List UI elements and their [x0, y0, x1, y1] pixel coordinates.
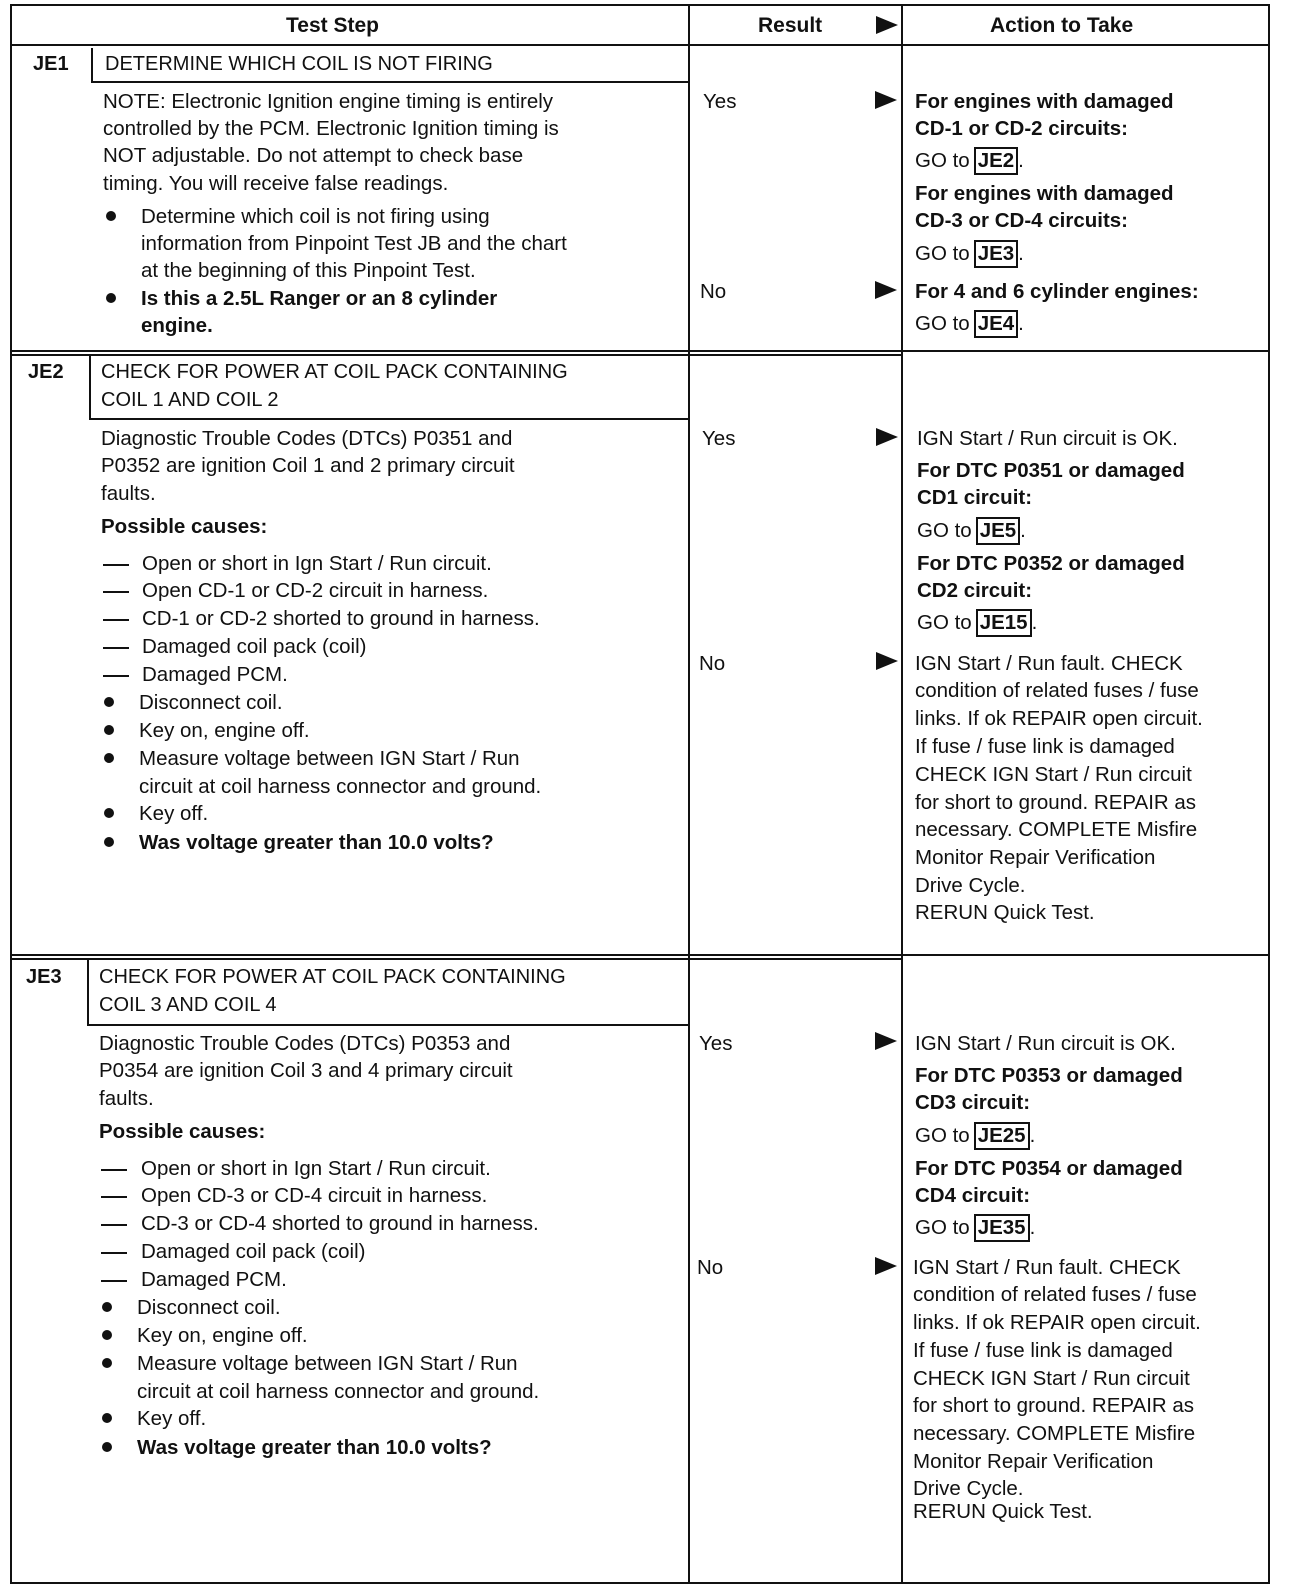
action-heading: For 4 and 6 cylinder engines: [915, 280, 1199, 303]
step-text: Key off. [139, 802, 209, 825]
step-title: CHECK FOR POWER AT COIL PACK CONTAINING [101, 361, 568, 383]
intro-line: P0352 are ignition Coil 1 and 2 primary circuit [101, 454, 515, 477]
header-action: Action to Take [990, 14, 1134, 37]
result-no: No [697, 1256, 724, 1279]
step-question: Is this a 2.5L Ranger or an 8 cylinder [141, 287, 498, 310]
col-divider-id [91, 48, 93, 82]
je1-title-rule [91, 81, 688, 83]
step-text: Disconnect coil. [139, 691, 283, 714]
goto-text: GO to [917, 611, 972, 634]
col-divider-id [87, 960, 89, 1026]
col-divider-id [89, 356, 91, 420]
action-text: for short to ground. REPAIR as [915, 791, 1197, 814]
step-text: Measure voltage between IGN Start / Run [137, 1352, 518, 1375]
action-text: condition of related fuses / fuse [913, 1283, 1197, 1306]
step-question: engine. [141, 314, 213, 337]
result-no: No [699, 652, 726, 675]
step-reference-link[interactable]: JE5 [976, 517, 1020, 545]
goto-line: GO to JE35 . [915, 1214, 1035, 1242]
result-yes: Yes [699, 1032, 733, 1055]
intro-line: Diagnostic Trouble Codes (DTCs) P0353 and [99, 1032, 511, 1055]
step-reference-link[interactable]: JE35 [974, 1214, 1030, 1242]
bullet-icon [102, 1302, 112, 1312]
action-heading: CD-1 or CD-2 circuits: [915, 117, 1129, 140]
step-title: COIL 3 AND COIL 4 [99, 994, 277, 1016]
step-text: circuit at coil harness connector and ground. [137, 1380, 540, 1403]
dash-icon [103, 675, 129, 677]
note-line: NOT adjustable. Do not attempt to check base [103, 144, 524, 167]
header-result: Result [758, 14, 823, 37]
action-text: CHECK IGN Start / Run circuit [915, 763, 1192, 786]
row-rule [10, 350, 1270, 352]
cause-item: Open or short in Ign Start / Run circuit. [141, 1157, 491, 1180]
step-question: Was voltage greater than 10.0 volts? [139, 831, 494, 854]
bullet-icon [102, 1358, 112, 1368]
cause-item: Damaged PCM. [141, 1268, 287, 1291]
step-text: Disconnect coil. [137, 1296, 281, 1319]
action-text: Monitor Repair Verification [913, 1450, 1154, 1473]
dash-icon [101, 1169, 127, 1171]
goto-text: GO to [915, 242, 970, 265]
goto-line: GO to JE4 . [915, 310, 1024, 338]
arrow-icon [875, 281, 897, 299]
step-text: Determine which coil is not firing using [141, 205, 490, 228]
action-heading: For DTC P0354 or damaged [915, 1157, 1183, 1180]
intro-line: faults. [99, 1087, 154, 1110]
step-text: circuit at coil harness connector and ground. [139, 775, 542, 798]
step-title: DETERMINE WHICH COIL IS NOT FIRING [105, 53, 493, 75]
cause-item: Damaged coil pack (coil) [142, 635, 367, 658]
bullet-icon [106, 211, 116, 221]
action-heading: For DTC P0352 or damaged [917, 552, 1185, 575]
action-text: for short to ground. REPAIR as [913, 1394, 1195, 1417]
dash-icon [103, 564, 129, 566]
action-text: RERUN Quick Test. [913, 1500, 1093, 1523]
causes-label: Possible causes: [101, 515, 268, 538]
step-reference-link[interactable]: JE15 [976, 609, 1032, 637]
cause-item: CD-1 or CD-2 shorted to ground in harness. [142, 607, 540, 630]
dash-icon [103, 619, 129, 621]
action-text: CHECK IGN Start / Run circuit [913, 1367, 1190, 1390]
bullet-icon [104, 808, 114, 818]
bullet-icon [104, 753, 114, 763]
cause-item: Open CD-1 or CD-2 circuit in harness. [142, 579, 489, 602]
goto-text: GO to [915, 1124, 970, 1147]
action-heading: CD1 circuit: [917, 486, 1033, 509]
action-heading: CD3 circuit: [915, 1091, 1031, 1114]
intro-line: P0354 are ignition Coil 3 and 4 primary circuit [99, 1059, 513, 1082]
je2-title-rule [89, 418, 688, 420]
dash-icon [101, 1224, 127, 1226]
step-reference-link[interactable]: JE3 [974, 240, 1018, 268]
col-divider-result [688, 4, 690, 1584]
goto-line: GO to JE2 . [915, 147, 1024, 175]
step-text: Key on, engine off. [137, 1324, 308, 1347]
step-text: Measure voltage between IGN Start / Run [139, 747, 520, 770]
intro-line: Diagnostic Trouble Codes (DTCs) P0351 and [101, 427, 513, 450]
je3-title-rule [87, 1024, 688, 1026]
step-text: at the beginning of this Pinpoint Test. [141, 259, 476, 282]
causes-label: Possible causes: [99, 1120, 266, 1143]
arrow-icon [875, 91, 897, 109]
action-text: necessary. COMPLETE Misfire [913, 1422, 1196, 1445]
action-heading: For DTC P0351 or damaged [917, 459, 1185, 482]
step-id: JE3 [26, 966, 62, 988]
bullet-icon [104, 697, 114, 707]
note-line: timing. You will receive false readings. [103, 172, 449, 195]
note-line: NOTE: Electronic Ignition engine timing is entirely [103, 90, 554, 113]
header-rule [10, 44, 1270, 46]
goto-line: GO to JE5 . [917, 517, 1026, 545]
action-heading: CD-3 or CD-4 circuits: [915, 209, 1129, 232]
arrow-icon [876, 428, 898, 446]
cause-item: Open CD-3 or CD-4 circuit in harness. [141, 1184, 488, 1207]
action-heading: CD2 circuit: [917, 579, 1033, 602]
action-text: IGN Start / Run fault. CHECK [913, 1256, 1181, 1279]
arrow-icon [875, 1257, 897, 1275]
step-text: information from Pinpoint Test JB and the chart [141, 232, 567, 255]
action-text: condition of related fuses / fuse [915, 679, 1199, 702]
result-no: No [700, 280, 727, 303]
result-yes: Yes [702, 427, 736, 450]
row-rule [10, 958, 901, 960]
step-question: Was voltage greater than 10.0 volts? [137, 1436, 492, 1459]
arrow-icon [876, 652, 898, 670]
action-heading: CD4 circuit: [915, 1184, 1031, 1207]
row-rule [10, 354, 901, 356]
step-id: JE1 [33, 53, 69, 75]
goto-text: GO to [915, 149, 970, 172]
goto-text: GO to [915, 312, 970, 335]
action-text: If fuse / fuse link is damaged [913, 1339, 1173, 1362]
action-text: Drive Cycle. [915, 874, 1026, 897]
dash-icon [101, 1252, 127, 1254]
action-text: IGN Start / Run circuit is OK. [915, 1032, 1176, 1055]
goto-line: GO to JE3 . [915, 240, 1024, 268]
cause-item: CD-3 or CD-4 shorted to ground in harness. [141, 1212, 539, 1235]
step-title: CHECK FOR POWER AT COIL PACK CONTAINING [99, 966, 566, 988]
bullet-icon [102, 1413, 112, 1423]
header-test-step: Test Step [286, 14, 379, 37]
dash-icon [103, 591, 129, 593]
step-title: COIL 1 AND COIL 2 [101, 389, 279, 411]
arrow-icon [875, 1032, 897, 1050]
action-text: RERUN Quick Test. [915, 901, 1095, 924]
action-heading: For engines with damaged [915, 90, 1174, 113]
action-text: links. If ok REPAIR open circuit. [913, 1311, 1201, 1334]
result-yes: Yes [703, 90, 737, 113]
action-text: necessary. COMPLETE Misfire [915, 818, 1198, 841]
goto-text: GO to [917, 519, 972, 542]
action-text: If fuse / fuse link is damaged [915, 735, 1175, 758]
bullet-icon [104, 837, 114, 847]
action-text: Drive Cycle. [913, 1477, 1024, 1500]
step-id: JE2 [28, 361, 64, 383]
goto-line: GO to JE25 . [915, 1122, 1035, 1150]
cause-item: Open or short in Ign Start / Run circuit. [142, 552, 492, 575]
bullet-icon [102, 1330, 112, 1340]
dash-icon [101, 1196, 127, 1198]
dash-icon [101, 1280, 127, 1282]
action-text: IGN Start / Run circuit is OK. [917, 427, 1178, 450]
action-text: links. If ok REPAIR open circuit. [915, 707, 1203, 730]
arrow-icon [876, 16, 898, 34]
dash-icon [103, 647, 129, 649]
bullet-icon [104, 725, 114, 735]
cause-item: Damaged PCM. [142, 663, 288, 686]
step-reference-link[interactable]: JE2 [974, 147, 1018, 175]
col-divider-action [901, 4, 903, 1584]
intro-line: faults. [101, 482, 156, 505]
bullet-icon [102, 1442, 112, 1452]
action-text: IGN Start / Run fault. CHECK [915, 652, 1183, 675]
action-heading: For DTC P0353 or damaged [915, 1064, 1183, 1087]
step-reference-link[interactable]: JE4 [974, 310, 1018, 338]
step-text: Key off. [137, 1407, 207, 1430]
step-text: Key on, engine off. [139, 719, 310, 742]
step-reference-link[interactable]: JE25 [974, 1122, 1030, 1150]
note-line: controlled by the PCM. Electronic Ignition timing is [103, 117, 559, 140]
goto-line: GO to JE15 . [917, 609, 1037, 637]
row-rule [10, 954, 1270, 956]
bullet-icon [106, 293, 116, 303]
cause-item: Damaged coil pack (coil) [141, 1240, 366, 1263]
action-heading: For engines with damaged [915, 182, 1174, 205]
action-text: Monitor Repair Verification [915, 846, 1156, 869]
goto-text: GO to [915, 1216, 970, 1239]
